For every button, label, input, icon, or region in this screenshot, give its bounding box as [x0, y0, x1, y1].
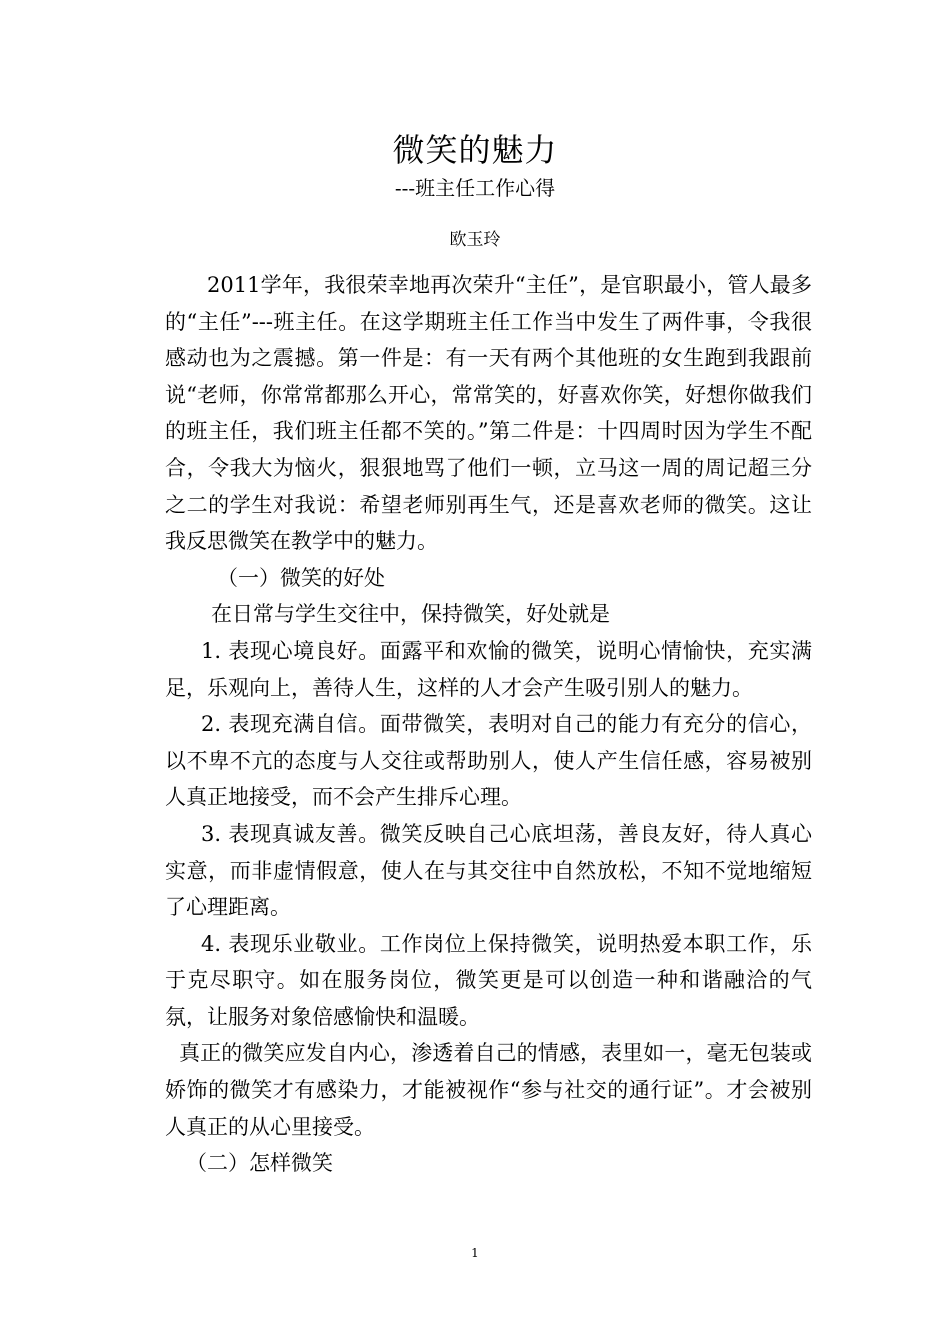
benefits-intro: 在日常与学生交往中，保持微笑，好处就是: [211, 602, 610, 627]
document-body: [165, 267, 812, 1182]
benefit-item-1: 1. 表现心境良好。面露平和欢愉的微笑，说明心情愉快，充实满足，乐观向上，善待人生，这样的人才会产生吸引别人的魅力。: [165, 638, 812, 700]
benefit-item-2: 2. 表现充满自信。面带微笑，表明对自己的能力有充分的信心，以不卑不亢的态度与人交往或帮助别人，使人产生信任感，容易被别人真正地接受，而不会产生排斥心理。: [165, 712, 812, 810]
section-heading-benefits: （一）微笑的好处: [217, 565, 385, 590]
benefit-item-4: 4. 表现乐业敬业。工作岗位上保持微笑，说明热爱本职工作，乐于克尽职守。如在服务岗位，微笑更是可以创造一种和谐融洽的气氛，让服务对象倍感愉快和温暖。: [165, 931, 812, 1029]
document-title: 微笑的魅力: [392, 131, 558, 169]
page-number: 1: [471, 1246, 479, 1260]
intro-paragraph: 2011学年，我很荣幸地再次荣升“主任”，是官职最小，管人最多的“主任”---班主任。在这学期班主任工作当中发生了两件事，令我很感动也为之震撼。第一件是：有一天有两个其他班的女生跑到我跟前说“老师，你常常都那么开心，常常笑的，好喜欢你笑，好想你做我们的班主任，我们班主任都不笑的。”第二件是：十四周时因为学生不配合，令我大为恼火，狠狠地骂了他们一顿，立马这一周的周记超三分之二的学生对我说：希望老师别再生气，还是喜欢老师的微笑。这让我反思微笑在教学中的魅力。: [165, 273, 812, 554]
author-name: 欧玉玲: [449, 230, 501, 250]
sincere-smile-paragraph: 真正的微笑应发自内心，渗透着自己的情感，表里如一，毫无包装或娇饰的微笑才有感染力，才能被视作“参与社交的通行证”。才会被别人真正的从心里接受。: [165, 1041, 812, 1139]
document-subtitle: ---班主任工作心得: [394, 176, 556, 200]
benefit-item-3: 3. 表现真诚友善。微笑反映自己心底坦荡，善良友好，待人真心实意，而非虚情假意，使人在与其交往中自然放松，不知不觉地缩短了心理距离。: [165, 821, 812, 920]
section-heading-how-to-smile: （二）怎样微笑: [186, 1151, 333, 1176]
